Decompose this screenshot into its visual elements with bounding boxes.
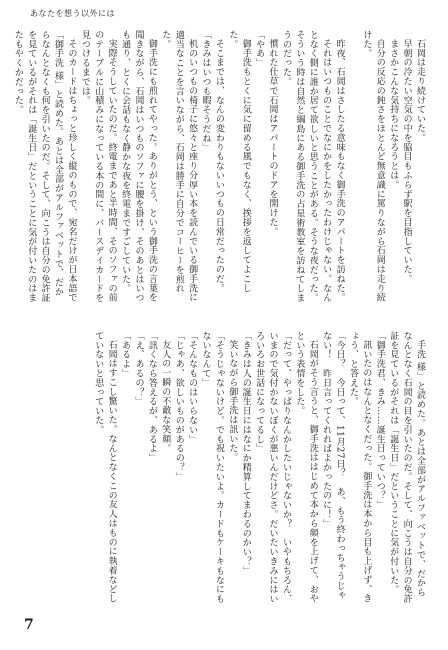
lower-paragraph: 「だって、やっぱりなんかしたいじゃないか？ いやもちろん、いまので気付かないぼくが悪いんだけどさ。だいたいきみにはいろいろお世話になってるし」 xyxy=(254,331,291,604)
body-text xyxy=(12,30,426,606)
lower-paragraph: 石岡がそう言うと、御手洗ははじめて本から顔を上げて、おやという表情をした。 xyxy=(294,331,318,604)
upper-paragraph xyxy=(346,30,359,305)
lower-paragraph: 「きみは人の誕生日にはなにか精算してまわるのかい？」 xyxy=(240,331,251,576)
upper-paragraph: 「やあ」 xyxy=(254,30,265,68)
upper-paragraph: 慣れた仕草で石岡はアパートのドアを開けた。 xyxy=(267,39,278,237)
lower-tier xyxy=(22,331,426,606)
lower-paragraph: 友人の一瞬の不敵な笑顔。 xyxy=(160,340,171,453)
upper-paragraph: 実際そうしていたのだ。終電まであと半時間、そのソファの前のテーブルに山積みになっている本の間に、バースデイカードを見つけるまでは。 xyxy=(79,30,117,303)
upper-paragraph: 御手洗もとくに気に留める風でもなく、挨拶を返してよこした。 xyxy=(227,30,251,293)
running-head: あなたを想う以外には xyxy=(30,9,115,18)
upper-tier-text xyxy=(12,30,426,305)
upper-paragraph: 石岡は走り続けていた。 xyxy=(415,39,425,143)
upper-paragraph: それはいつものことでなにかをしたかったわけじゃない。なんとなく側に誰か居て欲しいと思うことがある。そうな夜だった。そういう時は自然と綱島にある御手洗の占星術教室を訪ねてしまうのだった。 xyxy=(280,30,332,303)
upper-paragraph: 「きみはいつも暇そうだね」 xyxy=(200,30,211,153)
lower-paragraph: 「御手洗君、きみ……誕生日っていつ？」 xyxy=(374,331,385,510)
lower-paragraph: 「そうじゃないけど。でも祝いたいよ。カードもケーキもなにもないなんて」 xyxy=(200,331,224,604)
lower-paragraph: 石岡はすこし驚いた。なんとなくこの友人はものに執着などしていないと思っていた。 xyxy=(93,331,117,604)
lower-paragraph: 「え、あるの？」 xyxy=(133,331,144,407)
lower-tier-text xyxy=(22,331,426,606)
lower-paragraph: 「そんなものはいらない」 xyxy=(187,331,198,444)
upper-paragraph: 早朝の冷たい空気の中を脇目もふらず駅を目指していた。 xyxy=(401,39,412,284)
lower-paragraph: 「じゃあ、欲しいものがあるの？」 xyxy=(173,331,184,482)
lower-paragraph: 手洗 様」と読めた。あとは全部がアルファベットで、だからなんとなく石岡の目を引いたのだ。そして、向こうは自分の免許証を見ているがそれは「誕生日」だということに気が付いた。 xyxy=(388,331,425,604)
lower-paragraph: 「訊くなら答えるが、あるよ」 xyxy=(146,331,157,463)
upper-tier xyxy=(12,30,426,305)
upper-paragraph: そのカードはちょっと珍しく縦のもので、宛名だけが日本語で「御手洗 様」と読めた。あとは全部がアルファベットで、だからなんとなくも何を引いたのだ。そして、向こうは自分の免許証を見ているがそれは「誕生日」だということに気が付いたのはまたもやくかだった。 xyxy=(12,30,77,303)
lower-paragraph: 「今日？ 今日って、11月27日？ あ、もう終わっちゃうじゃない！ 昨日言ってくれればよかったのに！」 xyxy=(321,331,345,600)
lower-paragraph: 笑いながら御手洗は訊いた。 xyxy=(227,340,238,463)
lower-paragraph: 訊いたのはなんとなくだった。御手洗は本から目も上げず、きょう、と答えた。 xyxy=(347,331,372,604)
upper-paragraph: 御手洗にも煎れてやった。ありがとう、という御手洗の言葉を聞きながら、石岡はいつものソファに腰を掛け、そのあとはいつも通り、とくに会話もなく静かな夜を終電まですごしていた。 xyxy=(120,30,157,303)
upper-paragraph: 自分の反応の鈍さをほとんど無意識に罵りながら石岡は走り続けた。 xyxy=(361,30,385,303)
page-number: 7 xyxy=(24,617,34,633)
upper-paragraph: そこまでは、なんの変わりもないいつもの日常だったのだ。 xyxy=(213,39,224,293)
upper-paragraph: 机のいつもの椅子に悠々と座り分厚い本を読んでいる御手洗に適当なことを言いながら、石岡は勝手に自分でコーヒーを煎れた。 xyxy=(160,30,198,303)
lower-paragraph: 「あるよ」 xyxy=(120,331,131,378)
upper-paragraph: まさかこんな気持ちになろうとは。 xyxy=(388,39,399,190)
upper-paragraph: 昨夜、石岡はさしたる意味もなく御手洗のアパートを訪ねた。 xyxy=(334,39,345,303)
